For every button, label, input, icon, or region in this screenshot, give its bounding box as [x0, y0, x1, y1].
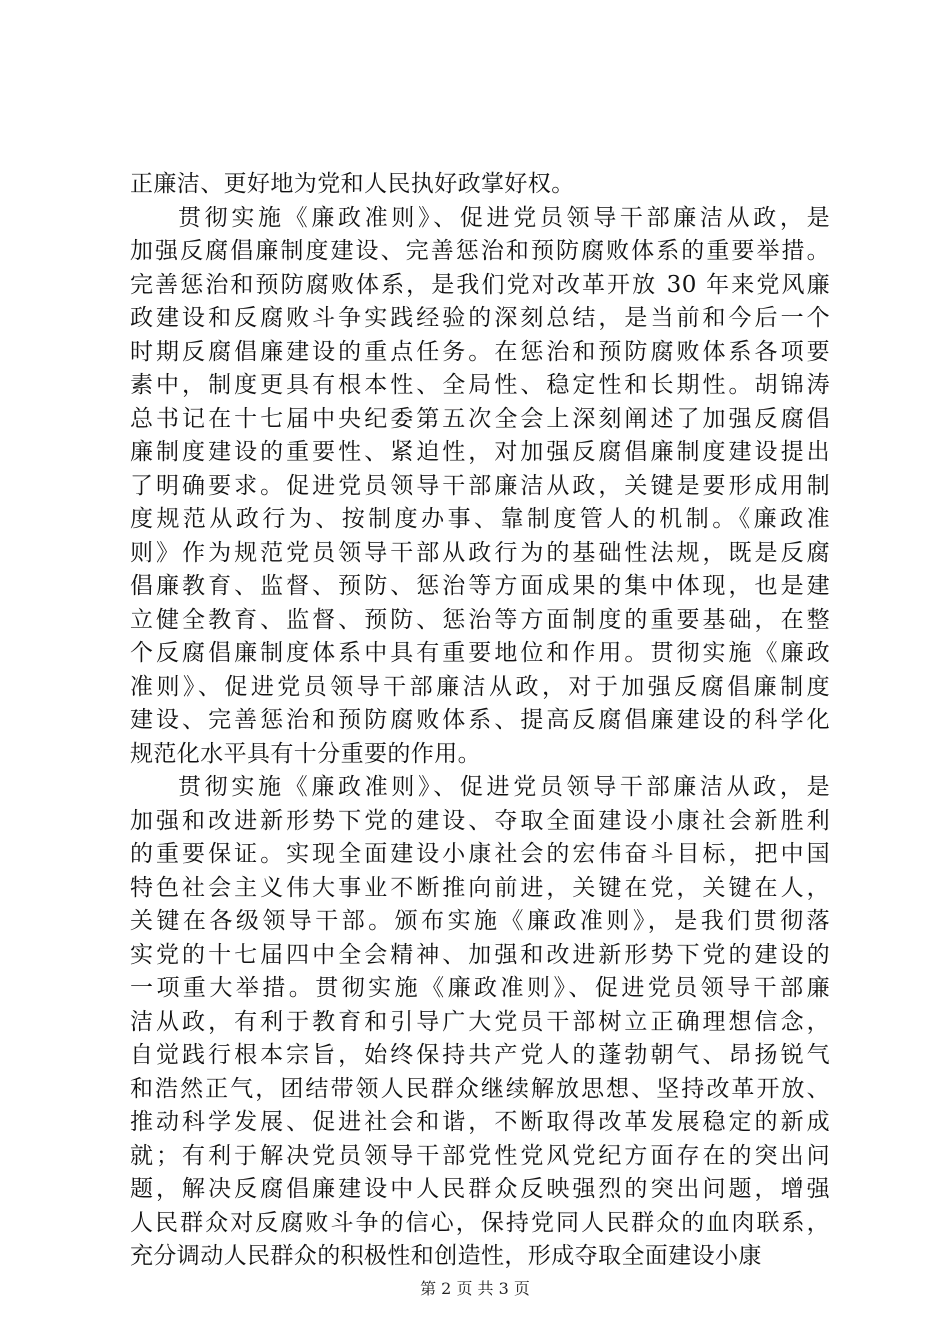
document-body [130, 168, 830, 1274]
text-line: 了明确要求。促进党员领导干部廉洁从政，关键是要形成用制 [130, 472, 830, 499]
text-line: 立健全教育、监督、预防、惩治等方面制度的重要基础，在整 [130, 606, 830, 633]
text-line: 度规范从政行为、按制度办事、靠制度管人的机制。《廉政准 [130, 506, 830, 532]
text-line: 题，解决反腐倡廉建设中人民群众反映强烈的突出问题，增强 [130, 1176, 830, 1202]
text-line: 一项重大举措。贯彻实施《廉政准则》、促进党员领导干部廉 [130, 975, 830, 1001]
text-line: 和浩然正气，团结带领人民群众继续解放思想、坚持改革开放、 [130, 1075, 830, 1102]
text-line: 素中，制度更具有根本性、全局性、稳定性和长期性。胡锦涛 [130, 372, 830, 398]
text-line: 自觉践行根本宗旨，始终保持共产党人的蓬勃朝气、昂扬锐气 [130, 1042, 830, 1068]
text-line: 时期反腐倡廉建设的重点任务。在惩治和预防腐败体系各项要 [130, 338, 830, 365]
text-line: 倡廉教育、监督、预防、惩治等方面成果的集中体现，也是建 [130, 573, 830, 599]
text-line: 贯彻实施《廉政准则》、促进党员领导干部廉洁从政，是 [178, 774, 830, 800]
text-line: 特色社会主义伟大事业不断推向前进，关键在党，关键在人， [130, 874, 830, 901]
text-line: 充分调动人民群众的积极性和创造性，形成夺取全面建设小康 [130, 1243, 762, 1269]
text-line: 就；有利于解决党员领导干部党性党风党纪方面存在的突出问 [130, 1142, 830, 1169]
text-line: 总书记在十七届中央纪委第五次全会上深刻阐述了加强反腐倡 [130, 405, 830, 432]
text-line: 加强和改进新形势下党的建设、夺取全面建设小康社会新胜利 [130, 807, 830, 834]
text-line: 洁从政，有利于教育和引导广大党员干部树立正确理想信念， [130, 1008, 830, 1035]
text-line: 人民群众对反腐败斗争的信心，保持党同人民群众的血肉联系， [130, 1209, 830, 1236]
page-footer: 第 2 页 共 3 页 [420, 1279, 530, 1298]
text-line: 的重要保证。实现全面建设小康社会的宏伟奋斗目标，把中国 [130, 841, 830, 867]
text-line: 规范化水平具有十分重要的作用。 [130, 740, 481, 767]
text-line: 则》作为规范党员领导干部从政行为的基础性法规，既是反腐 [130, 539, 830, 566]
text-line: 实党的十七届四中全会精神、加强和改进新形势下党的建设的 [130, 941, 830, 968]
text-line: 贯彻实施《廉政准则》、促进党员领导干部廉洁从政，是 [178, 204, 830, 231]
text-line: 个反腐倡廉制度体系中具有重要地位和作用。贯彻实施《廉政 [130, 640, 830, 666]
text-line: 廉制度建设的重要性、紧迫性，对加强反腐倡廉制度建设提出 [130, 439, 830, 465]
text-line: 准则》、促进党员领导干部廉洁从政，对于加强反腐倡廉制度 [130, 673, 830, 700]
text-line: 政建设和反腐败斗争实践经验的深刻总结，是当前和今后一个 [130, 305, 830, 331]
text-line: 关键在各级领导干部。颁布实施《廉政准则》，是我们贯彻落 [130, 908, 830, 934]
text-line: 完善惩治和预防腐败体系，是我们党对改革开放 30 年来党风廉 [130, 271, 830, 298]
text-line: 建设、完善惩治和预防腐败体系、提高反腐倡廉建设的科学化 [130, 707, 830, 733]
text-line: 加强反腐倡廉制度建设、完善惩治和预防腐败体系的重要举措。 [130, 238, 830, 264]
text-line: 推动科学发展、促进社会和谐，不断取得改革发展稳定的新成 [130, 1109, 830, 1135]
text-line: 正廉洁、更好地为党和人民执好政掌好权。 [130, 171, 575, 197]
paragraph [130, 771, 830, 1274]
paragraph [130, 202, 830, 772]
paragraph [130, 168, 830, 202]
